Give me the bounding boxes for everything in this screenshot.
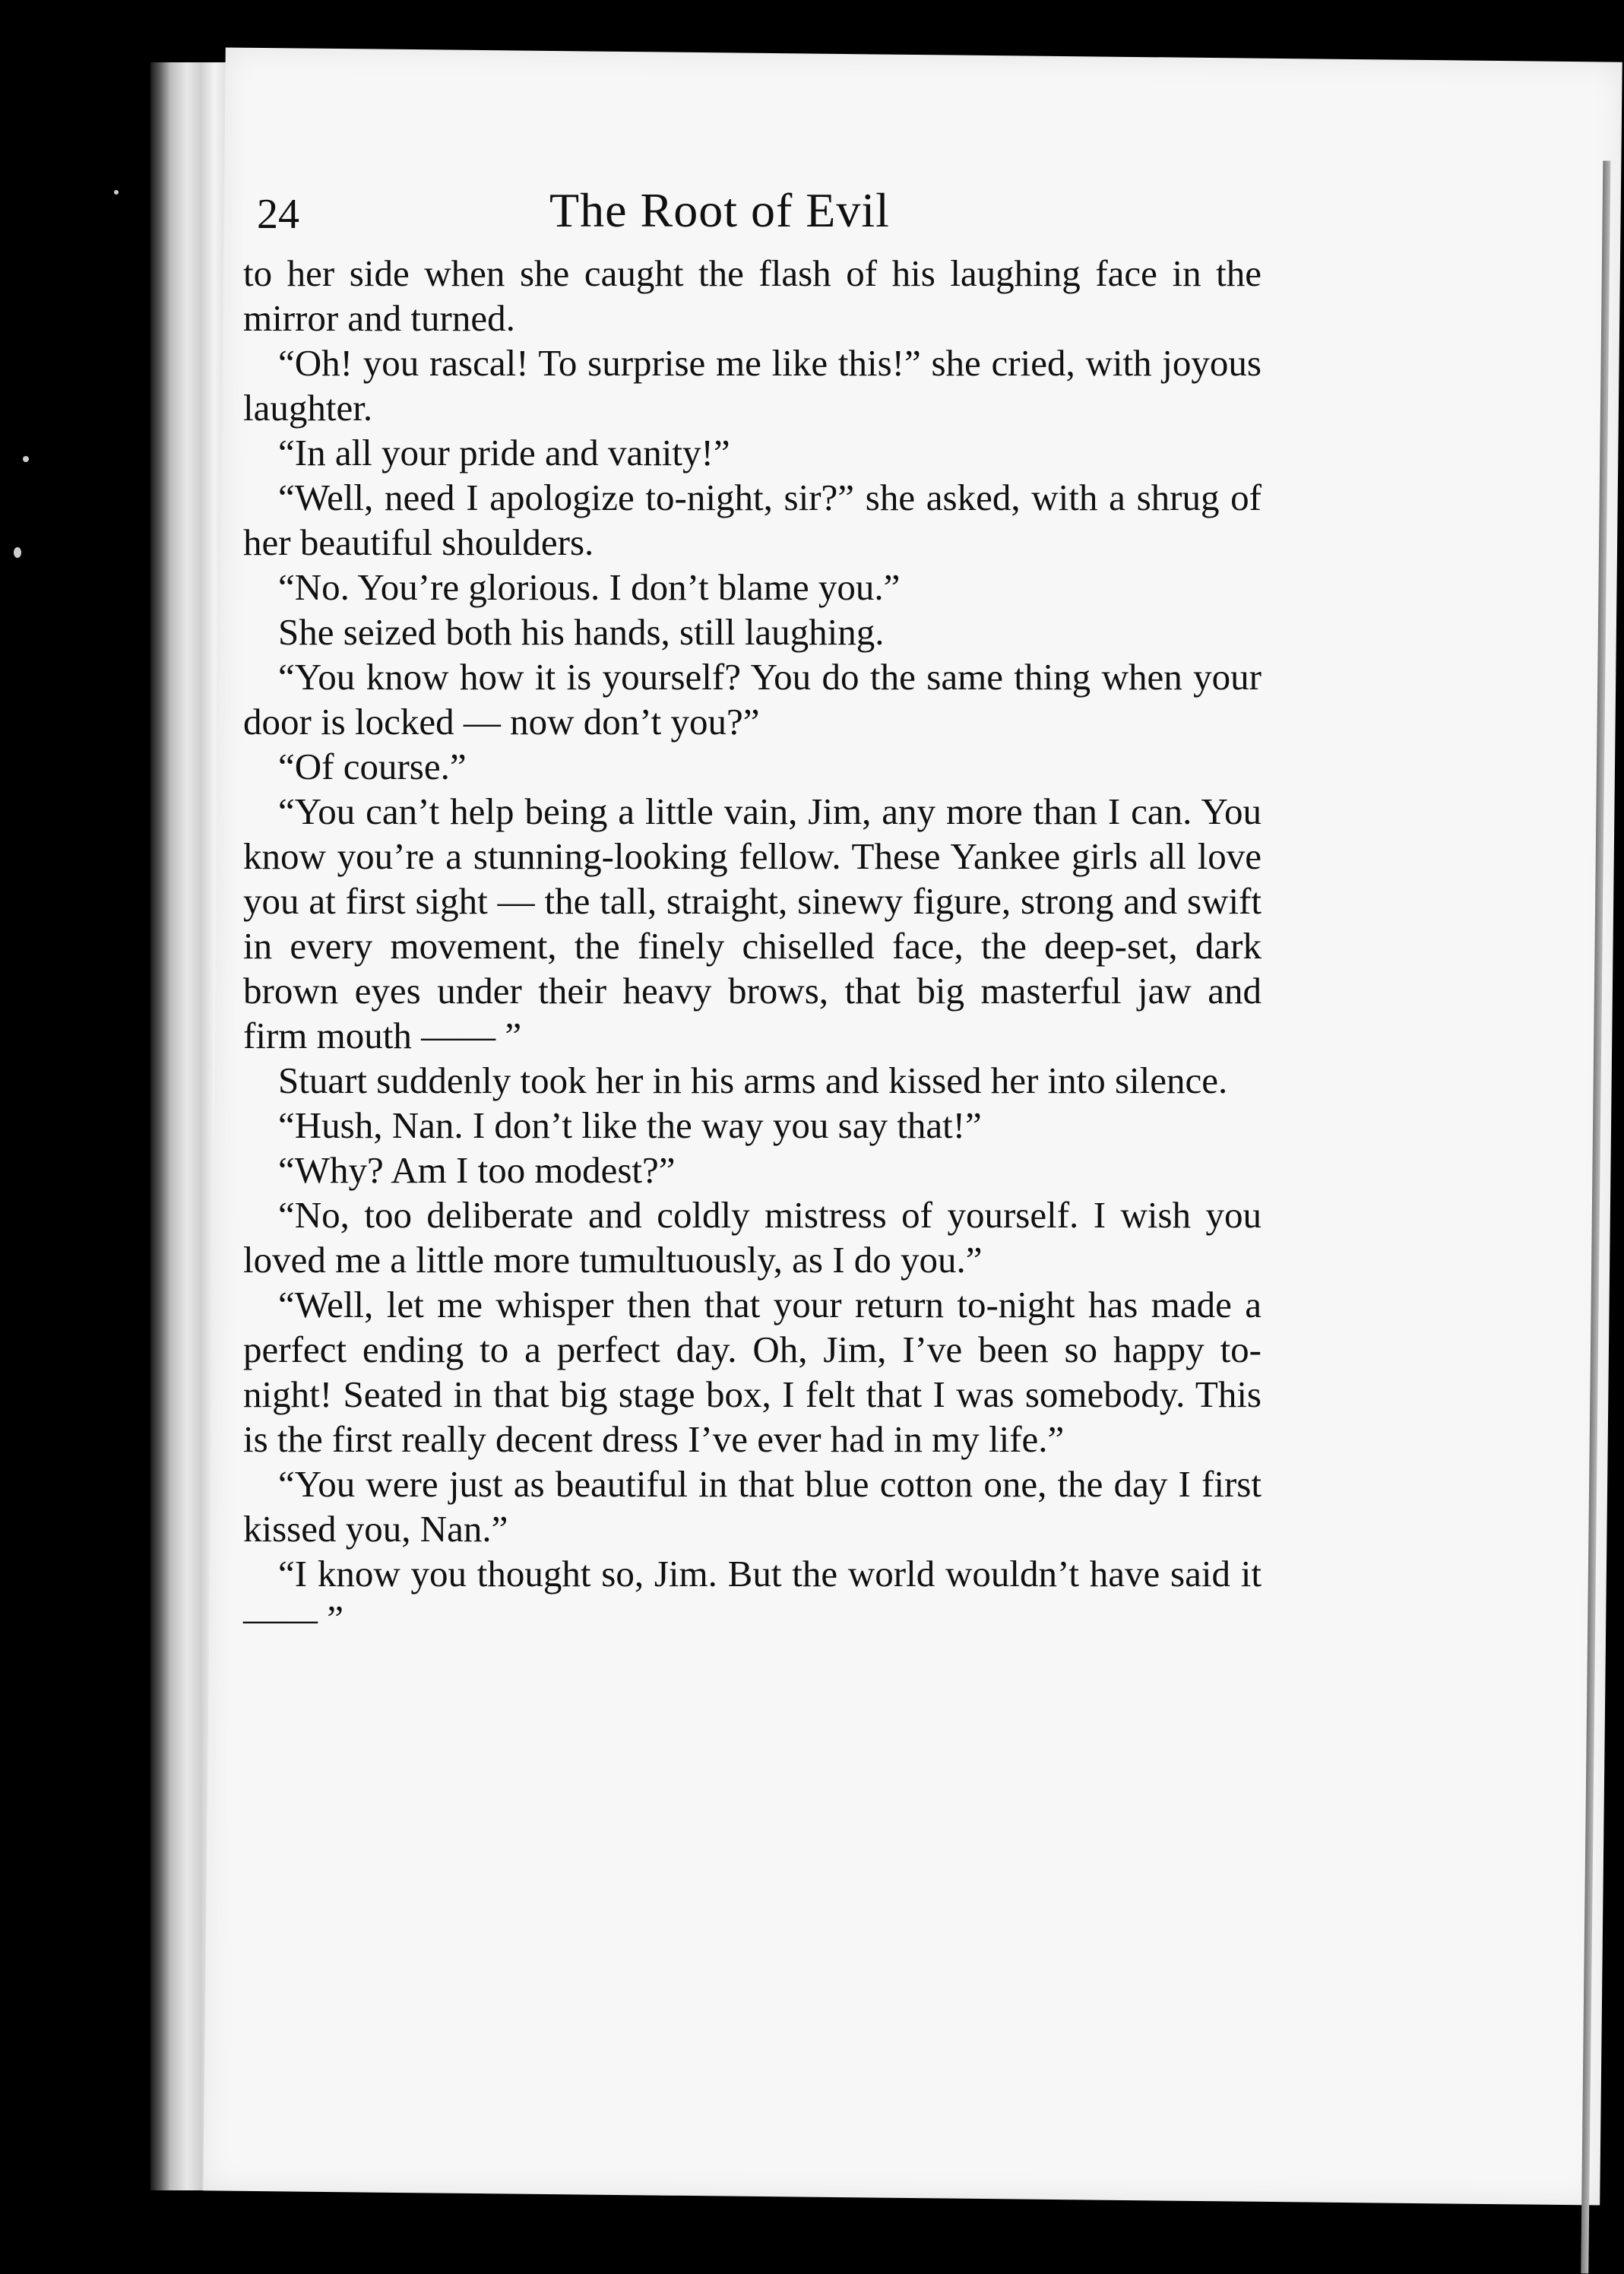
paragraph: “No, too deliberate and coldly mistress of yourself. I wish you loved me a little more tumultuously, as I do you.” (243, 1194, 1262, 1281)
paragraph: “Well, need I apologize to-night, sir?” she asked, with a shrug of her beautiful shoulders. (243, 477, 1262, 563)
paragraph: “In all your pride and vanity!” (278, 432, 730, 473)
paragraph: “Of course.” (278, 746, 467, 787)
paragraph: “Hush, Nan. I don’t like the way you say that!” (278, 1104, 982, 1146)
paragraph: “You can’t help being a little vain, Jim, any more than I can. You know you’re a stunning-looking fellow. These Yankee girls all love you at first sight — the tall, straight, sinewy figure, strong and swift in every movement, the finely chiselled face, the deep-set, dark brown eyes under their heavy brows, that big masterful jaw and firm mouth —— ” (243, 790, 1262, 1056)
paragraph: “No. You’re glorious. I don’t blame you.” (278, 566, 901, 608)
paragraph: “You know how it is yourself? You do the same thing when your door is locked — now don’t you?” (243, 656, 1262, 743)
dust-speck (23, 456, 29, 462)
paragraph: “I know you thought so, Jim. But the world wouldn’t have said it —— ” (243, 1553, 1262, 1639)
dust-speck (114, 190, 119, 195)
paragraph: She seized both his hands, still laughing. (278, 611, 885, 653)
page-header (257, 182, 1245, 258)
page-right-edge (1581, 160, 1610, 2273)
dust-speck (14, 547, 21, 558)
paragraph: Stuart suddenly took her in his arms and kissed her into silence. (278, 1059, 1228, 1101)
running-title: The Root of Evil (549, 183, 890, 237)
paragraph: “Oh! you rascal! To surprise me like this!” she cried, with joyous laughter. (243, 342, 1262, 429)
paragraph: “Well, let me whisper then that your return to-night has made a perfect ending to a perfect day. Oh, Jim, I’ve been so happy to-night! Seated in that big stage box, I felt that I was somebody. This is the first really decent dress I’ve ever had in my life.” (243, 1284, 1262, 1460)
paragraph: “You were just as beautiful in that blue cotton one, the day I first kissed you, Nan.” (243, 1463, 1262, 1550)
paragraph: to her side when she caught the flash of his laughing face in the mirror and turned. (243, 252, 1262, 339)
page-number: 24 (257, 191, 299, 238)
body-text (243, 251, 1262, 1641)
paragraph: “Why? Am I too modest?” (278, 1149, 676, 1191)
